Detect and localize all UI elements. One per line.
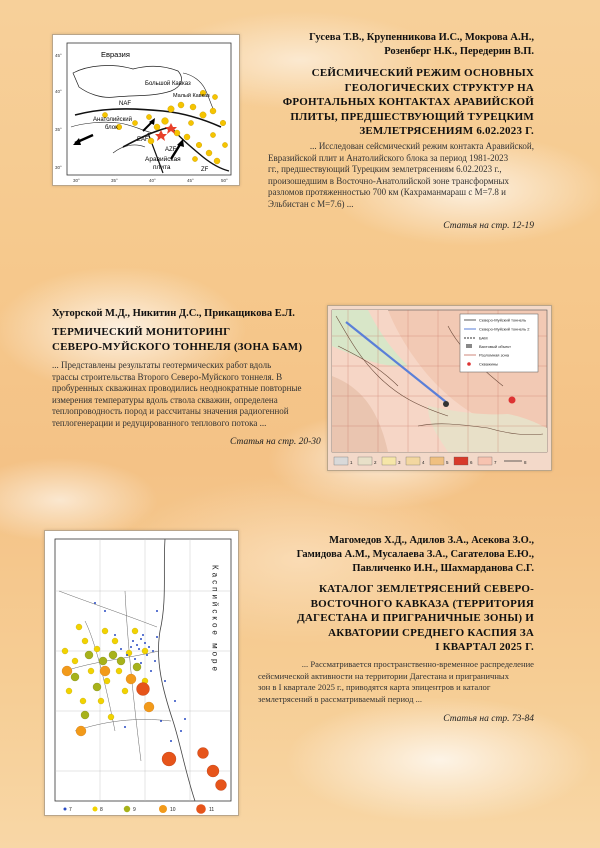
scale-number: 5 bbox=[446, 460, 449, 465]
article1-abstract bbox=[268, 141, 534, 210]
legend-item: Скважины bbox=[479, 361, 498, 367]
abstract-line: разломов протяженностью 700 км (Кахраманмараш с M=7.8 и bbox=[268, 187, 506, 197]
title-line: ПЛИТЫ, ПРЕДШЕСТВУЮЩИЙ ТУРЕЦКИМ bbox=[290, 110, 534, 123]
scale-number: 8 bbox=[524, 460, 527, 465]
lon-tick: 35° bbox=[111, 178, 118, 183]
article1-page-link[interactable]: Статья на стр. 12-19 bbox=[443, 221, 534, 231]
article1-title[interactable] bbox=[283, 66, 534, 139]
article3-map bbox=[44, 530, 239, 816]
label-caspian-sea: Каспийское море bbox=[210, 565, 220, 674]
article2-map bbox=[327, 305, 552, 471]
abstract-line: ... Исследован сейсмический режим контакта Аравийской, bbox=[309, 141, 534, 151]
energy-class-label: 11 bbox=[209, 807, 215, 813]
geological-map bbox=[328, 306, 551, 470]
tectonic-map bbox=[53, 35, 239, 185]
label-eaf: EAF bbox=[137, 137, 149, 143]
abstract-line: ... Рассматривается пространственно-временное распределение bbox=[301, 659, 534, 669]
article1-map bbox=[52, 34, 240, 186]
author-line: Гусева Т.В., Крупенникова И.С., Мокрова А.Н., bbox=[309, 32, 534, 43]
article1-authors bbox=[309, 31, 534, 59]
article2-page-link[interactable]: Статья на стр. 20-30 bbox=[230, 437, 321, 447]
author-line: Магомедов Х.Д., Адилов З.А., Асекова З.О., bbox=[329, 535, 534, 546]
abstract-line: ... Представлены результаты геотермических работ вдоль bbox=[52, 360, 272, 370]
abstract-line: теплопроводность пород и рассчитаны значения радиогенной bbox=[52, 406, 289, 416]
title-line: АКВАТОРИИ СРЕДНЕГО КАСПИЯ ЗА bbox=[328, 626, 534, 639]
lon-tick: 30° bbox=[73, 178, 80, 183]
abstract-line: измерения температуры вдоль ствола скважин, определена bbox=[52, 394, 278, 405]
lat-tick: 40° bbox=[55, 89, 62, 94]
legend-item: Северо-Муйский тоннель 2 bbox=[479, 326, 530, 332]
author-line: Гамидова А.М., Мусалаева З.А., Сагателова Е.Ю., bbox=[296, 549, 534, 560]
title-line: I КВАРТАЛ 2025 Г. bbox=[435, 641, 534, 653]
title-line: ТЕРМИЧЕСКИЙ МОНИТОРИНГ bbox=[52, 326, 231, 338]
article3-title[interactable] bbox=[297, 582, 534, 655]
title-line: КАТАЛОГ ЗЕМЛЕТРЯСЕНИЙ СЕВЕРО- bbox=[318, 583, 534, 595]
lon-tick: 45° bbox=[187, 178, 194, 183]
article2-abstract bbox=[52, 360, 315, 429]
lat-tick: 35° bbox=[55, 127, 62, 132]
article2-authors: Хуторской М.Д., Никитин Д.С., Прикащикова Е.Л. bbox=[52, 308, 295, 319]
abstract-line: сейсмической активности на территории Дагестана и приграничных bbox=[258, 670, 509, 681]
author-line: Павличенко И.Н., Шахмарданова С.Г. bbox=[352, 563, 534, 574]
abstract-line: Евразийской плит и Анатолийского блока за период 1981-2023 bbox=[268, 152, 509, 163]
lon-tick: 50° bbox=[221, 178, 228, 183]
title-line: ДАГЕСТАНА И ПРИГРАНИЧНЫЕ ЗОНЫ) И bbox=[297, 612, 534, 624]
legend-item: Разломная зона bbox=[479, 352, 510, 358]
abstract-line: произошедшим в Восточно-Анатолийской зоне трансформных bbox=[268, 175, 510, 186]
legend-item: БАМ bbox=[479, 335, 488, 341]
label-azf: AZF bbox=[165, 147, 177, 153]
label-eurasia: Евразия bbox=[101, 50, 130, 59]
author-line: Розенберг Н.К., Передерин В.П. bbox=[384, 46, 534, 57]
label-anatolian-2: блок bbox=[105, 125, 118, 131]
lat-tick: 45° bbox=[55, 53, 62, 58]
epicenter-map bbox=[45, 531, 238, 815]
label-zf: ZF bbox=[201, 167, 209, 173]
label-arabian-2: плита bbox=[153, 164, 171, 171]
abstract-line: зон в I квартале 2025 г., приводятся карта эпицентров и каталог bbox=[258, 682, 491, 692]
energy-class-label: 7 bbox=[69, 807, 72, 813]
scale-number: 7 bbox=[494, 460, 497, 465]
legend-item: Северо-Муйский тоннель bbox=[479, 317, 527, 323]
abstract-line: трассы строительства Второго Северо-Муйского тоннеля. В bbox=[52, 371, 283, 382]
title-line: ЗЕМЛЕТРЯСЕНИЯМ 6.02.2023 Г. bbox=[359, 125, 534, 137]
article3-authors bbox=[297, 534, 534, 576]
title-line: ФРОНТАЛЬНЫХ КОНТАКТАХ АРАВИЙСКОЙ bbox=[282, 96, 534, 108]
scale-number: 2 bbox=[374, 460, 377, 465]
scale-number: 1 bbox=[350, 460, 353, 465]
scale-number: 3 bbox=[398, 460, 401, 465]
label-greater-caucasus: Большой Кавказ bbox=[145, 81, 191, 87]
abstract-line: гг., предшествующий Турецким землетрясениям 6.02.2023 г., bbox=[268, 164, 502, 174]
abstract-line: пробуренных скважинах проводились неоднократные повторные bbox=[52, 383, 302, 393]
scale-number: 6 bbox=[470, 460, 473, 465]
label-naf: NAF bbox=[119, 101, 131, 107]
article3-abstract bbox=[258, 659, 534, 705]
label-lesser-caucasus: Малый Кавказ bbox=[173, 93, 210, 99]
abstract-line: Эльбистан с M=7.6) ... bbox=[268, 198, 354, 209]
label-anatolian-1: Анатолийский bbox=[93, 117, 132, 123]
title-line: СЕВЕРО-МУЙСКОГО ТОННЕЛЯ (ЗОНА БАМ) bbox=[52, 340, 303, 353]
title-line: ГЕОЛОГИЧЕСКИХ СТРУКТУР НА bbox=[344, 81, 534, 94]
lon-tick: 40° bbox=[149, 178, 156, 183]
article3-page-link[interactable]: Статья на стр. 73-84 bbox=[443, 714, 534, 724]
label-arabian-1: Аравийская bbox=[145, 156, 181, 163]
scale-number: 4 bbox=[422, 460, 425, 465]
legend-item: Вахтовый объект bbox=[479, 344, 511, 349]
energy-class-label: 9 bbox=[133, 807, 136, 813]
abstract-line: землетрясений в рассматриваемый период ... bbox=[258, 693, 423, 704]
energy-class-label: 8 bbox=[100, 807, 103, 813]
title-line: ВОСТОЧНОГО КАВКАЗА (ТЕРРИТОРИЯ bbox=[310, 597, 534, 610]
energy-class-label: 10 bbox=[170, 807, 176, 813]
lat-tick: 30° bbox=[55, 165, 62, 170]
abstract-line: теплогенерации и редуцированного теплового потока ... bbox=[52, 417, 267, 428]
article2-title[interactable] bbox=[52, 325, 302, 354]
title-line: СЕЙСМИЧЕСКИЙ РЕЖИМ ОСНОВНЫХ bbox=[311, 67, 534, 79]
